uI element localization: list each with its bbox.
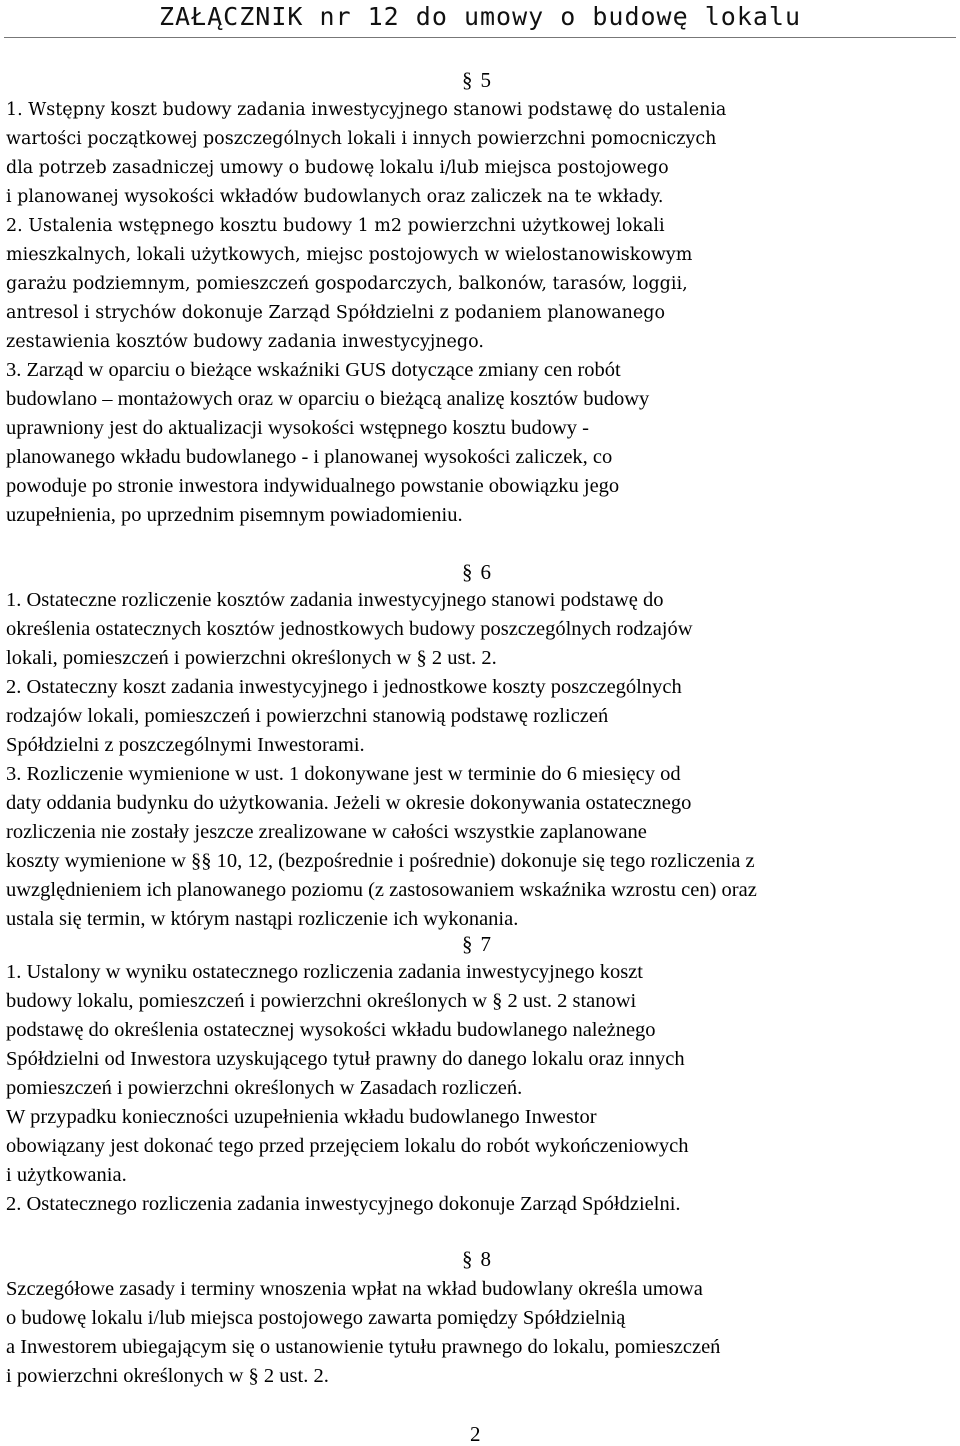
text-line: ustala się termin, w którym nastąpi rozliczenie ich wykonania. bbox=[6, 908, 519, 930]
text-line: określenia ostatecznych kosztów jednostkowych budowy poszczególnych rodzajów bbox=[6, 618, 693, 640]
text-line: uwzględnieniem ich planowanego poziomu (z zastosowaniem wskaźnika wzrostu cen) oraz bbox=[6, 879, 757, 901]
paragraph-7 bbox=[6, 958, 954, 1219]
paragraph-5-1 bbox=[6, 96, 954, 212]
text-line: a Inwestorem ubiegającym się o ustanowienie tytułu prawnego do lokalu, pomieszczeń bbox=[6, 1336, 721, 1358]
text-line: i użytkowania. bbox=[6, 1164, 127, 1186]
paragraph-5-2 bbox=[6, 212, 954, 357]
section-symbol: § bbox=[462, 1247, 473, 1271]
header-divider bbox=[4, 37, 956, 38]
text-line: i planowanej wysokości wkładów budowlanych oraz zaliczek na te wkłady. bbox=[6, 187, 664, 207]
text-line: budowlano – montażowych oraz w oparciu o bieżącą analizę kosztów budowy bbox=[6, 388, 650, 410]
paragraph-8 bbox=[6, 1275, 954, 1391]
text-line: zestawienia kosztów budowy zadania inwestycyjnego. bbox=[6, 332, 484, 352]
section-heading-8 bbox=[462, 1245, 491, 1274]
text-line: pomieszczeń i powierzchni określonych w Zasadach rozliczeń. bbox=[6, 1077, 523, 1099]
text-line: antresol i strychów dokonuje Zarząd Spółdzielni z podaniem planowanego bbox=[6, 303, 666, 323]
text-line: W przypadku konieczności uzupełnienia wkładu budowlanego Inwestor bbox=[6, 1106, 597, 1128]
text-line: uzupełnienia, po uprzednim pisemnym powiadomieniu. bbox=[6, 504, 463, 526]
section-number: 8 bbox=[480, 1247, 491, 1271]
text-line: 2. Ustalenia wstępnego kosztu budowy 1 m2 powierzchni użytkowej lokali bbox=[6, 216, 665, 236]
section-number: 7 bbox=[480, 932, 491, 956]
text-line: wartości początkowej poszczególnych lokali i innych powierzchni pomocniczych bbox=[6, 129, 717, 149]
text-line: koszty wymienione w §§ 10, 12, (bezpośrednie i pośrednie) dokonuje się tego rozliczenia z bbox=[6, 850, 755, 872]
text-line: 2. Ostatecznego rozliczenia zadania inwestycyjnego dokonuje Zarząd Spółdzielni. bbox=[6, 1193, 681, 1215]
text-line: i powierzchni określonych w § 2 ust. 2. bbox=[6, 1365, 329, 1387]
text-line: 3. Rozliczenie wymienione w ust. 1 dokonywane jest w terminie do 6 miesięcy od bbox=[6, 763, 681, 785]
text-line: 1. Wstępny koszt budowy zadania inwestycyjnego stanowi podstawę do ustalenia bbox=[6, 100, 727, 120]
page-header: ZAŁĄCZNIK nr 12 do umowy o budowę lokalu bbox=[158, 2, 802, 31]
text-line: o budowę lokalu i/lub miejsca postojowego zawarta pomiędzy Spółdzielnią bbox=[6, 1307, 626, 1329]
text-line: obowiązany jest dokonać tego przed przejęciem lokalu do robót wykończeniowych bbox=[6, 1135, 689, 1157]
text-line: rodzajów lokali, pomieszczeń i powierzchni stanowią podstawę rozliczeń bbox=[6, 705, 609, 727]
paragraph-5-3 bbox=[6, 356, 954, 530]
section-number: 5 bbox=[480, 68, 491, 92]
text-line: 3. Zarząd w oparciu o bieżące wskaźniki GUS dotyczące zmiany cen robót bbox=[6, 359, 621, 381]
text-line: 2. Ostateczny koszt zadania inwestycyjnego i jednostkowe koszty poszczególnych bbox=[6, 676, 682, 698]
text-line: Spółdzielni z poszczególnymi Inwestorami. bbox=[6, 734, 365, 756]
text-line: budowy lokalu, pomieszczeń i powierzchni określonych w § 2 ust. 2 stanowi bbox=[6, 990, 637, 1012]
text-line: 1. Ustalony w wyniku ostatecznego rozliczenia zadania inwestycyjnego koszt bbox=[6, 961, 644, 983]
text-line: mieszkalnych, lokali użytkowych, miejsc postojowych w wielostanowiskowym bbox=[6, 245, 693, 265]
text-line: daty oddania budynku do użytkowania. Jeżeli w okresie dokonywania ostatecznego bbox=[6, 792, 692, 814]
paragraph-6 bbox=[6, 586, 954, 934]
text-line: Szczegółowe zasady i terminy wnoszenia wpłat na wkład budowlany określa umowa bbox=[6, 1278, 703, 1300]
section-symbol: § bbox=[462, 68, 473, 92]
text-line: uprawniony jest do aktualizacji wysokości wstępnego kosztu budowy - bbox=[6, 417, 589, 439]
text-line: podstawę do określenia ostatecznej wysokości wkładu budowlanego należnego bbox=[6, 1019, 656, 1041]
text-line: Spółdzielni od Inwestora uzyskującego tytuł prawny do danego lokalu oraz innych bbox=[6, 1048, 685, 1070]
text-line: rozliczenia nie zostały jeszcze zrealizowane w całości wszystkie zaplanowane bbox=[6, 821, 647, 843]
text-line: garażu podziemnym, pomieszczeń gospodarczych, balkonów, tarasów, loggii, bbox=[6, 274, 688, 294]
section-heading-7 bbox=[462, 930, 491, 959]
section-symbol: § bbox=[462, 932, 473, 956]
text-line: lokali, pomieszczeń i powierzchni określonych w § 2 ust. 2. bbox=[6, 647, 497, 669]
text-line: 1. Ostateczne rozliczenie kosztów zadania inwestycyjnego stanowi podstawę do bbox=[6, 589, 664, 611]
text-line: dla potrzeb zasadniczej umowy o budowę lokalu i/lub miejsca postojowego bbox=[6, 158, 669, 178]
section-number: 6 bbox=[480, 560, 491, 584]
text-line: planowanego wkładu budowlanego - i planowanej wysokości zaliczek, co bbox=[6, 446, 613, 468]
section-heading-6 bbox=[462, 558, 491, 587]
text-line: powoduje po stronie inwestora indywidualnego powstanie obowiązku jego bbox=[6, 475, 620, 497]
section-heading-5 bbox=[462, 66, 491, 95]
section-symbol: § bbox=[462, 560, 473, 584]
page-number: 2 bbox=[470, 1422, 481, 1446]
